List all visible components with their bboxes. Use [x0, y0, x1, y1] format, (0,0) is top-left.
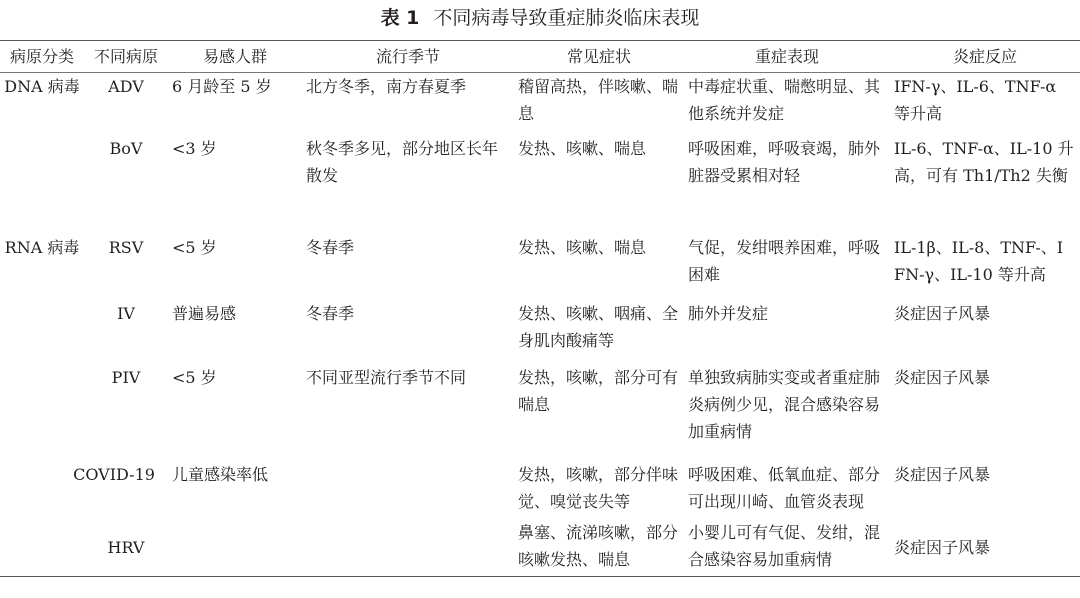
- clinical-table: [0, 40, 1080, 577]
- col-header-pathogen: 不同病原: [84, 41, 168, 73]
- cell-category: [0, 519, 84, 577]
- cell-category: [0, 364, 84, 461]
- cell-pathogen: RSV: [108, 237, 144, 257]
- table-label: 表 1: [380, 7, 420, 29]
- cell-symptoms: 发热、咳嗽、咽痛、全身肌肉酸痛等: [518, 303, 679, 350]
- table-row: [0, 519, 1080, 577]
- cell-inflammation: IL-6、TNF-α、IL-10 升高，可有 Th1/Th2 失衡: [894, 138, 1074, 185]
- col-header-season: 流行季节: [302, 41, 514, 73]
- table-header-row: [0, 41, 1080, 73]
- col-header-symptoms: 常见症状: [514, 41, 684, 73]
- table-row: [0, 300, 1080, 364]
- cell-category: [0, 135, 84, 234]
- cell-season: 冬春季: [306, 237, 355, 257]
- cell-inflammation: IFN-γ、IL-6、TNF-α 等升高: [894, 77, 1057, 123]
- cell-population: <5 岁: [172, 367, 217, 387]
- cell-population: [168, 519, 302, 577]
- cell-population: 6 月龄至 5 岁: [172, 77, 272, 96]
- cell-severe: 单独致病肺实变或者重症肺炎病例少见，混合感染容易加重病情: [688, 367, 881, 441]
- table-row: [0, 364, 1080, 461]
- table-caption: [0, 6, 1080, 30]
- cell-inflammation: 炎症因子风暴: [894, 464, 991, 484]
- cell-pathogen: BoV: [109, 138, 143, 158]
- cell-symptoms: 发热，咳嗽，部分伴味觉、嗅觉丧失等: [518, 464, 679, 511]
- cell-population: <5 岁: [172, 237, 217, 257]
- cell-season: 冬春季: [306, 303, 355, 323]
- col-header-population: 易感人群: [168, 41, 302, 73]
- cell-population: <3 岁: [172, 138, 217, 158]
- cell-pathogen: COVID-19: [73, 464, 155, 484]
- cell-category: DNA 病毒: [4, 77, 80, 96]
- col-header-severe: 重症表现: [684, 41, 890, 73]
- cell-category: RNA 病毒: [4, 237, 80, 257]
- cell-inflammation: 炎症因子风暴: [894, 367, 991, 387]
- table-row: [0, 135, 1080, 234]
- cell-symptoms: 鼻塞、流涕咳嗽，部分咳嗽发热、喘息: [514, 519, 684, 577]
- cell-season: [302, 519, 514, 577]
- cell-symptoms: 发热、咳嗽、喘息: [518, 237, 647, 257]
- cell-inflammation: IL-1β、IL-8、TNF-、IFN-γ、IL-10 等升高: [894, 237, 1064, 284]
- cell-season: 不同亚型流行季节不同: [306, 367, 467, 387]
- col-header-category: 病原分类: [0, 41, 84, 73]
- table-row: [0, 73, 1080, 135]
- table-row: [0, 234, 1080, 300]
- cell-inflammation: 炎症因子风暴: [890, 519, 1080, 577]
- cell-population: 普遍易感: [172, 303, 237, 323]
- cell-symptoms: 发热，咳嗽，部分可有喘息: [518, 367, 679, 414]
- cell-season: 秋冬季多见，部分地区长年散发: [306, 138, 499, 185]
- cell-severe: 肺外并发症: [688, 303, 769, 323]
- cell-symptoms: 稽留高热，伴咳嗽、喘息: [518, 77, 679, 123]
- table-row: [0, 461, 1080, 519]
- cell-severe: 呼吸困难，呼吸衰竭，肺外脏器受累相对轻: [688, 138, 881, 185]
- cell-category: [0, 300, 84, 364]
- cell-pathogen: IV: [117, 303, 135, 323]
- cell-severe: 气促，发绀喂养困难，呼吸困难: [688, 237, 881, 284]
- cell-season: 北方冬季，南方春夏季: [306, 77, 467, 96]
- table-title: 不同病毒导致重症肺炎临床表现: [433, 7, 700, 29]
- cell-severe: 小婴儿可有气促、发绀，混合感染容易加重病情: [684, 519, 890, 577]
- cell-severe: 中毒症状重、喘憋明显、其他系统并发症: [688, 77, 881, 123]
- col-header-inflammation: 炎症反应: [890, 41, 1080, 73]
- cell-inflammation: 炎症因子风暴: [894, 303, 991, 323]
- cell-pathogen: PIV: [111, 367, 141, 387]
- cell-population: 儿童感染率低: [172, 464, 269, 484]
- cell-pathogen: ADV: [108, 77, 144, 96]
- cell-severe: 呼吸困难、低氧血症、部分可出现川崎、血管炎表现: [688, 464, 881, 511]
- cell-season: [302, 461, 514, 519]
- cell-pathogen: HRV: [84, 519, 168, 577]
- cell-symptoms: 发热、咳嗽、喘息: [518, 138, 647, 158]
